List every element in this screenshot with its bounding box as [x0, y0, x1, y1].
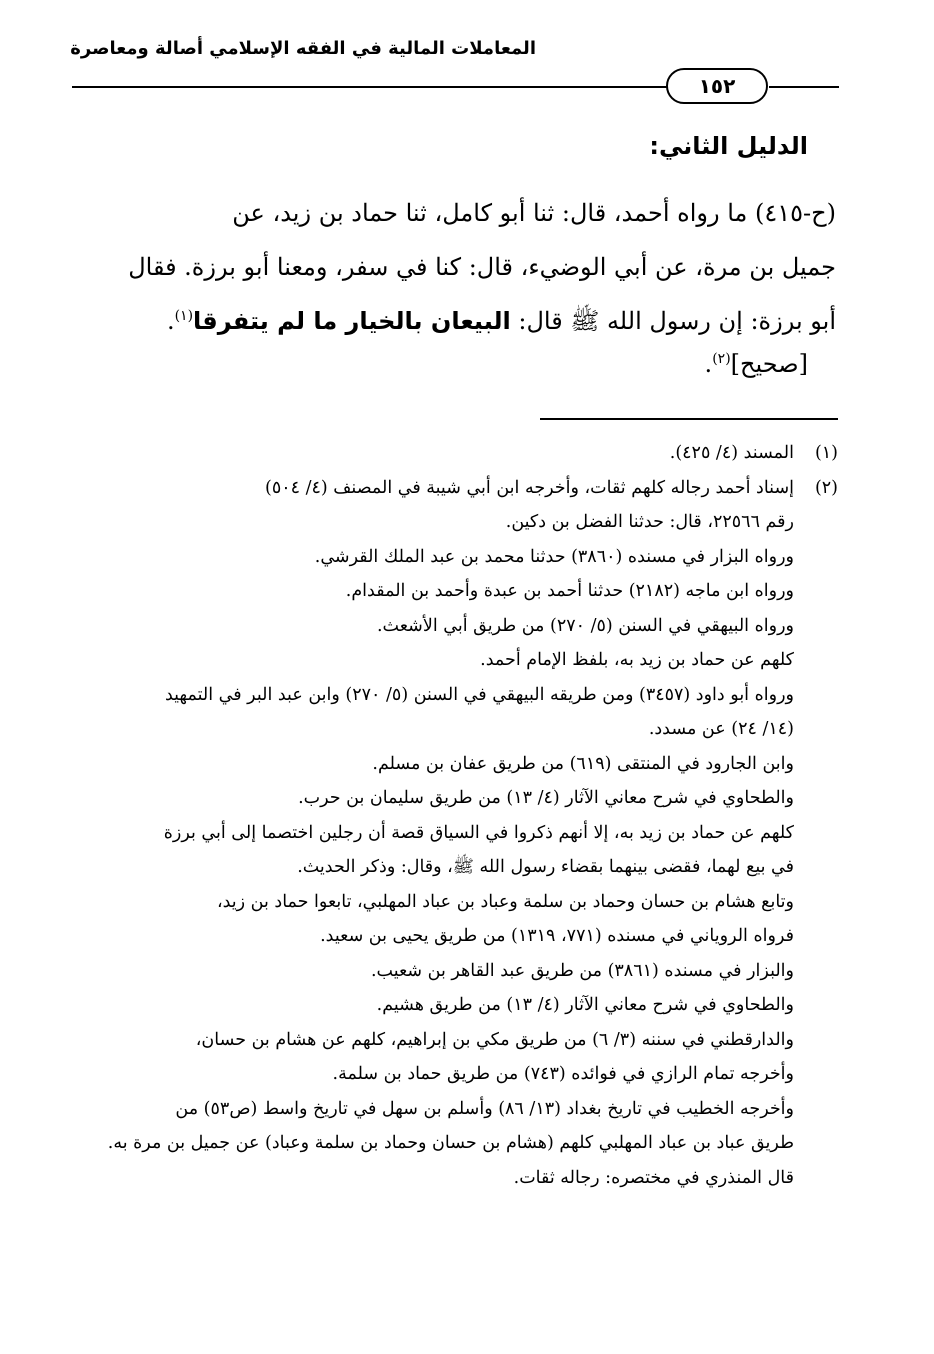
footnote-line — [70, 609, 838, 644]
footnote-text: والطحاوي في شرح معاني الآثار (٤/ ١٣) من طريق سليمان بن حرب. — [298, 788, 794, 808]
footnote-text: والدارقطني في سننه (٣/ ٦) من طريق مكي بن إبراهيم، كلهم عن هشام بن حسان، — [195, 1029, 794, 1050]
hadith-line: (ح-٤١٥) ما رواه أحمد، قال: ثنا أبو كامل، ثنا حماد بن زيد، عن — [232, 199, 836, 227]
grade-label: [صحيح] — [730, 350, 808, 378]
footnote-text: فرواه الروياني في مسنده (٧٧١، ١٣١٩) من طريق يحيى بن سعيد. — [320, 926, 794, 946]
grade-end: . — [704, 350, 713, 378]
footnote-text: كلهم عن حماد بن زيد به، إلا أنهم ذكروا في السياق قصة أن رجلين اختصما إلى أبي برزة — [163, 822, 794, 843]
footnote-text: إسناد أحمد رجاله كلهم ثقات، وأخرجه ابن أبي شيبة في المصنف (٤/ ٥٠٤) — [265, 477, 794, 498]
footnote-text: ورواه أبو داود (٣٤٥٧) ومن طريقه البيهقي في السنن (٥/ ٢٧٠) وابن عبد البر في التمهيد — [164, 684, 794, 705]
footnote-line — [70, 471, 838, 506]
hadith-grade — [705, 350, 808, 378]
footnote-line — [70, 540, 838, 575]
footnote-number: (٢) — [814, 477, 838, 498]
section-heading: الدليل الثاني: — [649, 132, 808, 160]
footnote-text: كلهم عن حماد بن زيد به، بلفظ الإمام أحمد. — [480, 650, 794, 670]
footnote-text: قال المنذري في مختصره: رجاله ثقات. — [513, 1167, 794, 1188]
footnote-line — [70, 816, 838, 851]
header-rule-right — [769, 86, 839, 88]
footnote-line — [70, 850, 838, 885]
footnote-text: والبزار في مسنده (٣٨٦١) من طريق عبد القاهر بن شعيب. — [370, 960, 794, 981]
footnote-line — [70, 1092, 838, 1127]
hadith-line-end: . — [166, 307, 175, 335]
footnote-text: طريق عباد بن عباد المهلبي كلهم (هشام بن حسان وحماد بن سلمة وعباد) عن جميل بن مرة به. — [107, 1133, 794, 1153]
header-rule-left — [72, 86, 668, 88]
hadith-line: جميل بن مرة، عن أبي الوضيء، قال: كنا في سفر، ومعنا أبو برزة. فقال — [128, 253, 836, 281]
footnote-line — [70, 988, 838, 1023]
running-head: المعاملات المالية في الفقه الإسلامي أصالة ومعاصرة — [70, 38, 536, 59]
footnote-text: رقم ٢٢٥٦٦، قال: حدثنا الفضل بن دكين. — [505, 512, 794, 532]
footnote-divider — [540, 418, 838, 420]
footnotes — [70, 436, 838, 1195]
footnote-line — [70, 643, 838, 678]
footnote-text: المسند (٤/ ٤٢٥). — [669, 443, 794, 463]
footnote-line — [70, 436, 838, 471]
footnote-text: والطحاوي في شرح معاني الآثار (٤/ ١٣) من طريق هشيم. — [376, 995, 794, 1015]
footnote-text: وتابع هشام بن حسان وحماد بن سلمة وعباد بن عباد المهلبي، تابعوا حماد بن زيد، — [216, 891, 794, 912]
footnote-text: وأخرجه تمام الرازي في فوائده (٧٤٣) من طريق حماد بن سلمة. — [332, 1064, 794, 1084]
footnote-line — [70, 1023, 838, 1058]
footnote-text: وابن الجارود في المنتقى (٦١٩) من طريق عفان بن مسلم. — [372, 753, 794, 774]
footnote-line — [70, 747, 838, 782]
hadith-quote: البيعان بالخيار ما لم يتفرقا — [193, 307, 511, 335]
hadith-text — [72, 186, 836, 348]
page-number: ١٥٢ — [666, 68, 768, 104]
footnote-text: وأخرجه الخطيب في تاريخ بغداد (١٣/ ٨٦) وأسلم بن سهل في تاريخ واسط (ص٥٣) من — [175, 1098, 794, 1119]
footnote-line — [70, 574, 838, 609]
footnote-line — [70, 1126, 838, 1161]
hadith-line — [72, 294, 836, 348]
footnote-text: ورواه ابن ماجه (٢١٨٢) حدثنا أحمد بن عبدة وأحمد بن المقدام. — [345, 581, 794, 601]
footnote-text: في بيع لهما، فقضى بينهما بقضاء رسول الله ﷺ، وقال: وذكر الحديث. — [297, 857, 794, 877]
footnote-line — [70, 885, 838, 920]
footnote-line — [70, 781, 838, 816]
footnote-text: ورواه البزار في مسنده (٣٨٦٠) حدثنا محمد بن عبد الملك القرشي. — [314, 546, 794, 567]
footnote-line — [70, 712, 838, 747]
footnote-number: (١) — [814, 443, 838, 463]
footnote-line — [70, 1057, 838, 1092]
hadith-line-prefix: أبو برزة: إن رسول الله ﷺ قال: — [510, 307, 836, 335]
footnote-line — [70, 919, 838, 954]
footnote-ref-1[interactable]: (١) — [174, 308, 194, 324]
footnote-line — [70, 505, 838, 540]
footnote-text: ورواه البيهقي في السنن (٥/ ٢٧٠) من طريق أبي الأشعث. — [376, 615, 794, 636]
footnote-line — [70, 1161, 838, 1196]
footnote-ref-2[interactable]: (٢) — [712, 351, 731, 367]
footnote-line — [70, 954, 838, 989]
footnote-line — [70, 678, 838, 713]
footnote-text: (١٤/ ٢٤) عن مسدد. — [648, 719, 794, 739]
